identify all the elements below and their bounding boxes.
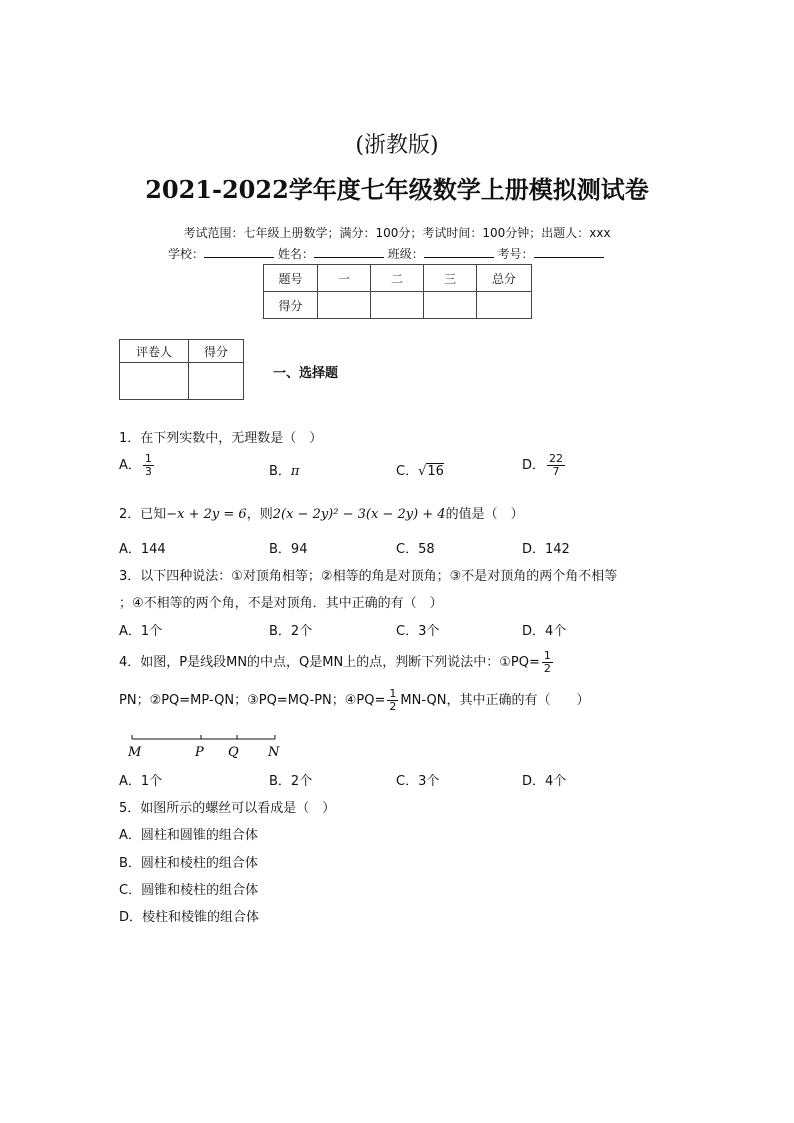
label-p: P (195, 745, 204, 760)
grader-label: 评卷人 (120, 340, 189, 363)
q2-prefix: 2．已知 (119, 507, 167, 522)
q5-option-d[interactable]: D．棱柱和棱锥的组合体 (119, 910, 260, 925)
q5-option-c[interactable]: C．圆锥和棱柱的组合体 (119, 883, 259, 898)
exam-info-line: 考试范围：七年级上册数学；满分：100分；考试时间：100分钟；出题人：xxx (183, 226, 611, 240)
fraction-denominator: 7 (552, 465, 560, 478)
fraction (542, 650, 553, 675)
q1-stem: 1．在下列实数中，无理数是（ ） (119, 431, 323, 446)
q2-middle: ，则 (246, 507, 273, 522)
grader-table-header-row (120, 340, 244, 363)
class-blank[interactable] (424, 245, 494, 258)
name-label: 姓名： (277, 247, 314, 261)
score-header-cell: 总分 (477, 265, 532, 292)
q4-option-a[interactable]: A．1个 (119, 774, 163, 789)
q3-option-a[interactable]: A．1个 (119, 624, 163, 639)
fraction (547, 453, 565, 478)
score-table-header-row (264, 265, 532, 292)
q4-text: PN；②PQ=MP-QN；③PQ=MQ-PN；④PQ= (119, 693, 386, 708)
fraction-denominator: 2 (543, 662, 551, 675)
name-blank[interactable] (314, 245, 384, 258)
fraction-numerator: 1 (543, 649, 551, 662)
option-label: C． (396, 464, 419, 479)
q2-condition: −x + 2y = 6 (166, 507, 247, 522)
q2-option-a[interactable]: A．144 (119, 542, 166, 557)
score-cell-3[interactable] (424, 292, 477, 319)
score-header-cell: 二 (371, 265, 424, 292)
grader-score-cell[interactable] (189, 363, 244, 400)
fraction (143, 453, 154, 478)
number-blank[interactable] (534, 245, 604, 258)
q4-option-b[interactable]: B．2个 (269, 774, 313, 789)
pi-symbol: π (290, 464, 300, 479)
score-header-cell: 三 (424, 265, 477, 292)
school-label: 学校： (168, 247, 205, 261)
radicand: 16 (427, 464, 444, 479)
q4-stem-line1 (119, 650, 555, 675)
q1-option-d[interactable] (522, 453, 567, 478)
exam-edition: (浙教版) (355, 133, 439, 158)
segment-figure (124, 732, 289, 760)
score-header-cell: 题号 (264, 265, 318, 292)
score-cell-2[interactable] (371, 292, 424, 319)
q1-option-b[interactable] (269, 460, 299, 479)
score-row-label: 得分 (264, 292, 318, 319)
fraction-denominator: 2 (389, 700, 397, 713)
q3-option-c[interactable]: C．3个 (396, 624, 440, 639)
sqrt-icon: √ (418, 464, 427, 479)
grader-name-cell[interactable] (120, 363, 189, 400)
score-header-cell: 一 (318, 265, 371, 292)
score-cell-1[interactable] (318, 292, 371, 319)
q3-stem-line1: 3．以下四种说法：①对顶角相等；②相等的角是对顶角；③不是对顶角的两个角不相等 (119, 569, 618, 584)
q3-option-d[interactable]: D．4个 (522, 624, 567, 639)
q1-option-c[interactable] (396, 460, 444, 479)
q2-option-b[interactable]: B．94 (269, 542, 308, 557)
option-label: D． (522, 458, 546, 473)
option-label: A． (119, 458, 141, 473)
q4-stem-line2 (119, 688, 589, 713)
q2-option-c[interactable]: C．58 (396, 542, 435, 557)
grader-table (119, 339, 244, 400)
number-label: 考号： (497, 247, 534, 261)
label-m: M (128, 745, 142, 760)
label-n: N (268, 745, 280, 760)
section-title: 一、选择题 (273, 366, 339, 381)
q4-text: MN-QN，其中正确的有（ ） (400, 693, 590, 708)
fraction-numerator: 1 (144, 452, 152, 465)
q1-option-a[interactable] (119, 453, 156, 478)
fraction-numerator: 1 (389, 687, 397, 700)
q4-option-c[interactable]: C．3个 (396, 774, 440, 789)
class-label: 班级： (387, 247, 424, 261)
option-label: B． (269, 464, 291, 479)
fraction (387, 688, 398, 713)
q4-option-d[interactable]: D．4个 (522, 774, 567, 789)
school-blank[interactable] (204, 245, 274, 258)
q5-option-a[interactable]: A．圆柱和圆锥的组合体 (119, 828, 258, 843)
exam-title: 2021-2022学年度七年级数学上册模拟测试卷 (145, 175, 649, 204)
score-cell-total[interactable] (477, 292, 532, 319)
score-table (263, 264, 532, 319)
q2-expression: 2(x − 2y)² − 3(x − 2y) + 4 (272, 507, 446, 522)
q5-stem: 5．如图所示的螺丝可以看成是（ ） (119, 801, 336, 816)
q3-option-b[interactable]: B．2个 (269, 624, 313, 639)
q2-suffix: 的值是（ ） (445, 507, 524, 522)
q4-text: 4．如图，P是线段MN的中点，Q是MN上的点，判断下列说法中：①PQ= (119, 655, 540, 670)
q5-option-b[interactable]: B．圆柱和棱柱的组合体 (119, 856, 258, 871)
score-table-score-row (264, 292, 532, 319)
grader-table-entry-row (120, 363, 244, 400)
q3-stem-line2: ；④不相等的两个角，不是对顶角．其中正确的有（ ） (119, 596, 443, 611)
q2-option-d[interactable]: D．142 (522, 542, 570, 557)
fraction-denominator: 3 (144, 465, 152, 478)
q2-stem (119, 503, 524, 522)
label-q: Q (228, 745, 239, 760)
fraction-numerator: 22 (549, 452, 564, 465)
student-info-line (168, 245, 604, 262)
grader-score-label: 得分 (189, 340, 244, 363)
